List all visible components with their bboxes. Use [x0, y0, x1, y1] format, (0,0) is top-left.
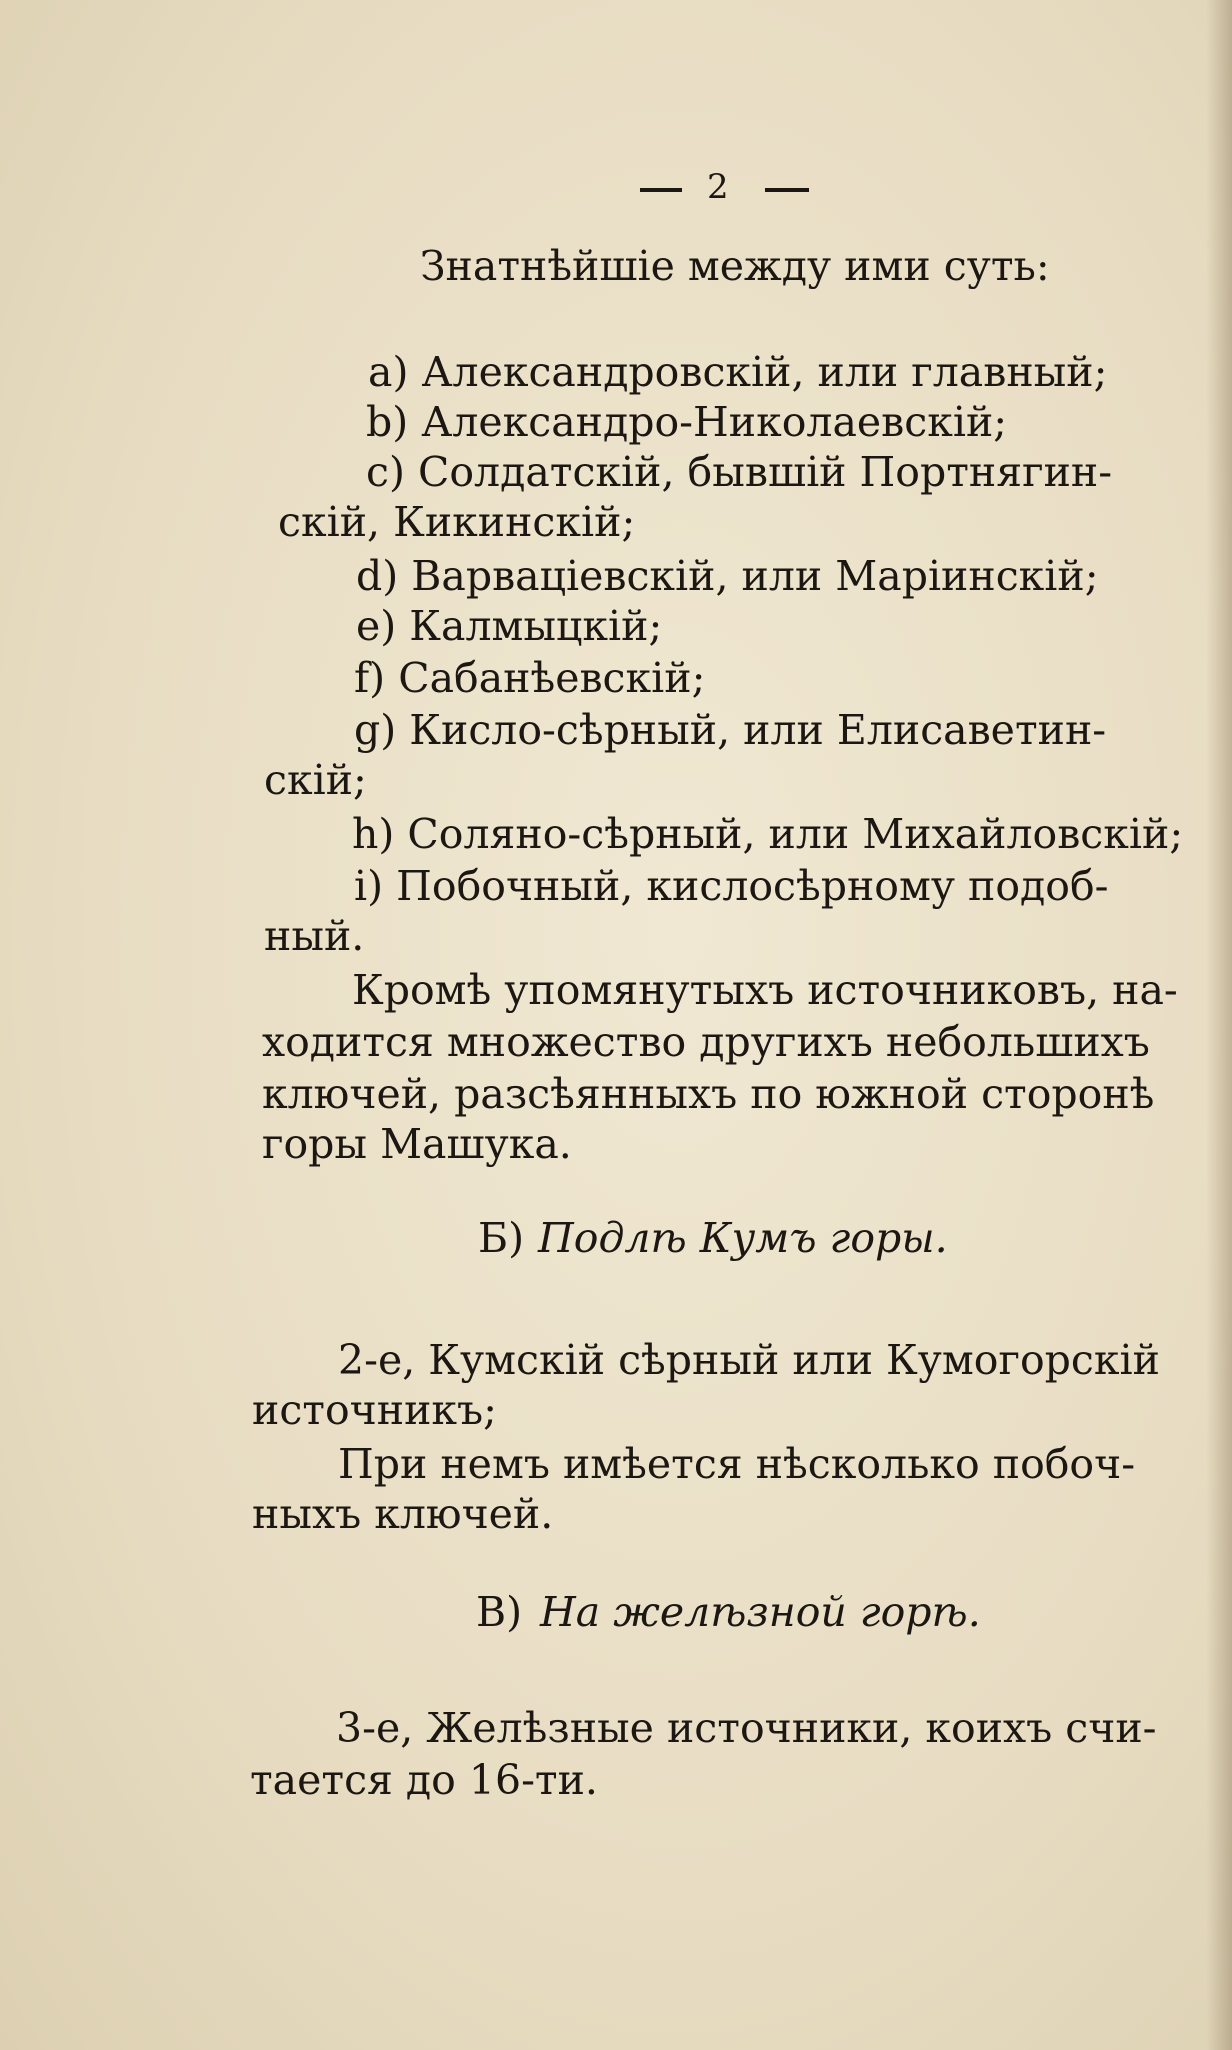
section-heading-b-text: Подлѣ Кумъ горы. — [538, 1214, 948, 1262]
paragraph-1-line3: ключей, разсѣянныхъ по южной сторонѣ — [262, 1070, 1155, 1118]
paragraph-2-line2: ныхъ ключей. — [252, 1490, 554, 1538]
page-number-dash-right — [765, 188, 809, 192]
section-heading-b-letter: Б) — [478, 1214, 525, 1262]
list-item-i-line1: i) Побочный, кислосѣрному подоб- — [354, 862, 1109, 910]
list-item-c-line2: скій, Кикинскій; — [278, 498, 636, 546]
list-item-c-line1: c) Солдатскій, бывшій Портнягин- — [366, 448, 1113, 496]
list-item-e: e) Калмыцкій; — [356, 602, 663, 650]
spring-3-line1: 3-е, Желѣзные источники, коихъ счи- — [336, 1704, 1157, 1752]
intro-line: Знатнѣйшіе между ими суть: — [420, 242, 1050, 290]
spring-2-line1: 2-е, Кумскій сѣрный или Кумогорскій — [338, 1336, 1160, 1384]
page-number-dash-left — [640, 188, 682, 192]
list-item-f: f) Сабанѣевскій; — [354, 654, 706, 702]
paragraph-1-line4: горы Машука. — [262, 1120, 572, 1168]
list-item-i-line2: ный. — [264, 912, 365, 960]
list-item-d: d) Варваціевскій, или Маріинскій; — [356, 552, 1099, 600]
paragraph-2-line1: При немъ имѣется нѣсколько побоч- — [338, 1440, 1136, 1488]
list-item-h: h) Соляно-сѣрный, или Михайловскій; — [352, 810, 1184, 858]
section-heading-v-text: На желѣзной горѣ. — [540, 1588, 981, 1636]
spring-2-line2: источникъ; — [252, 1386, 497, 1434]
spring-3-line2: тается до 16-ти. — [250, 1756, 598, 1804]
page-edge-shadow — [1206, 0, 1232, 2050]
list-item-g-line1: g) Кисло-сѣрный, или Елисаветин- — [354, 706, 1107, 754]
section-heading-v-letter: В) — [476, 1588, 523, 1636]
paragraph-1-line2: ходится множество другихъ небольшихъ — [262, 1018, 1150, 1066]
page-number: 2 — [707, 167, 729, 207]
paragraph-1-line1: Кромѣ упомянутыхъ источниковъ, на- — [352, 966, 1178, 1014]
list-item-g-line2: скій; — [264, 756, 367, 804]
list-item-b: b) Александро-Николаевскій; — [366, 398, 1008, 446]
list-item-a: a) Александровскій, или главный; — [368, 348, 1108, 396]
